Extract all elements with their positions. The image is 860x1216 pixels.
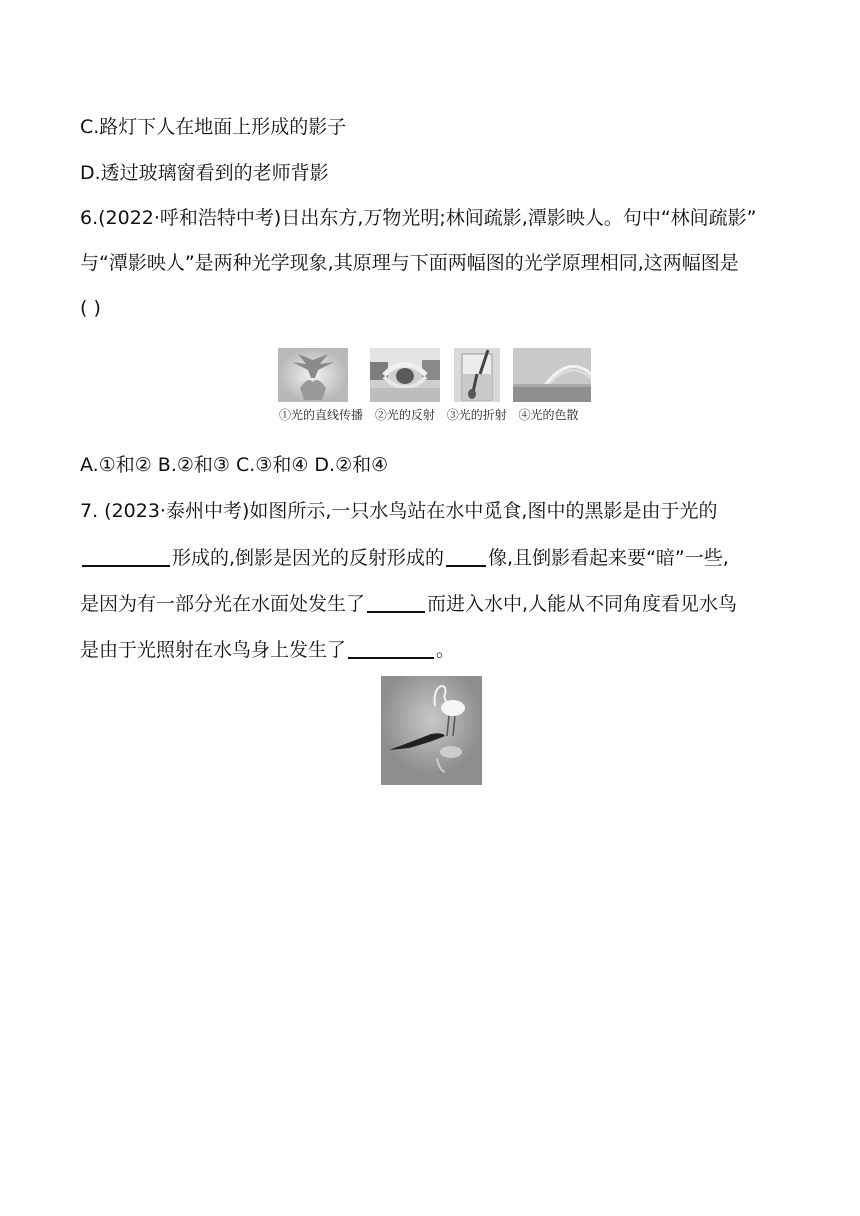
caption-3: ③光的折射 <box>446 408 507 422</box>
q7-line4-part-a: 是由于光照射在水鸟身上发生了 <box>80 639 347 661</box>
q6-stem-line2: 与“潭影映人”是两种光学现象,其原理与下面两幅图的光学原理相同,这两幅图是 <box>80 252 739 274</box>
answer-blank-2[interactable] <box>446 545 486 567</box>
q7-line2 <box>80 545 729 571</box>
rainbow-image <box>513 348 591 402</box>
bridge-reflection-image <box>370 348 440 402</box>
answer-blank-1[interactable] <box>82 545 170 567</box>
q6-stem-line1: 6.(2022·呼和浩特中考)日出东方,万物光明;林间疏影,潭影映人。句中“林间疏影” <box>80 207 757 229</box>
q7-line2-part-a: 形成的,倒影是因光的反射形成的 <box>172 547 445 569</box>
q7-line3-part-b: 而进入水中,人能从不同角度看见水鸟 <box>427 593 738 615</box>
answer-blank-4[interactable] <box>348 637 434 659</box>
q7-line4-part-b: 。 <box>436 639 456 661</box>
q7-line3-part-a: 是因为有一部分光在水面处发生了 <box>80 593 366 615</box>
water-bird-image <box>381 676 482 785</box>
answer-blank-3[interactable] <box>367 591 425 613</box>
caption-4: ④光的色散 <box>518 408 579 422</box>
q6-options: A.①和② B.②和③ C.③和④ D.②和④ <box>80 454 389 476</box>
q7-line2-part-b: 像,且倒影看起来要“暗”一些, <box>488 547 729 569</box>
q7-line4 <box>80 637 455 663</box>
q6-answer-paren: ( ) <box>80 297 101 319</box>
hand-shadow-dove-image <box>278 348 348 402</box>
q6-image-captions <box>279 406 587 423</box>
q5-option-c: C.路灯下人在地面上形成的影子 <box>80 116 347 138</box>
q7-line3 <box>80 591 737 617</box>
q5-option-d: D.透过玻璃窗看到的老师背影 <box>80 162 329 184</box>
caption-1: ①光的直线传播 <box>279 408 364 422</box>
spoon-in-glass-image <box>454 348 500 402</box>
q7-line1: 7. (2023·泰州中考)如图所示,一只水鸟站在水中觅食,图中的黑影是由于光的 <box>80 500 718 522</box>
caption-2: ②光的反射 <box>374 408 435 422</box>
